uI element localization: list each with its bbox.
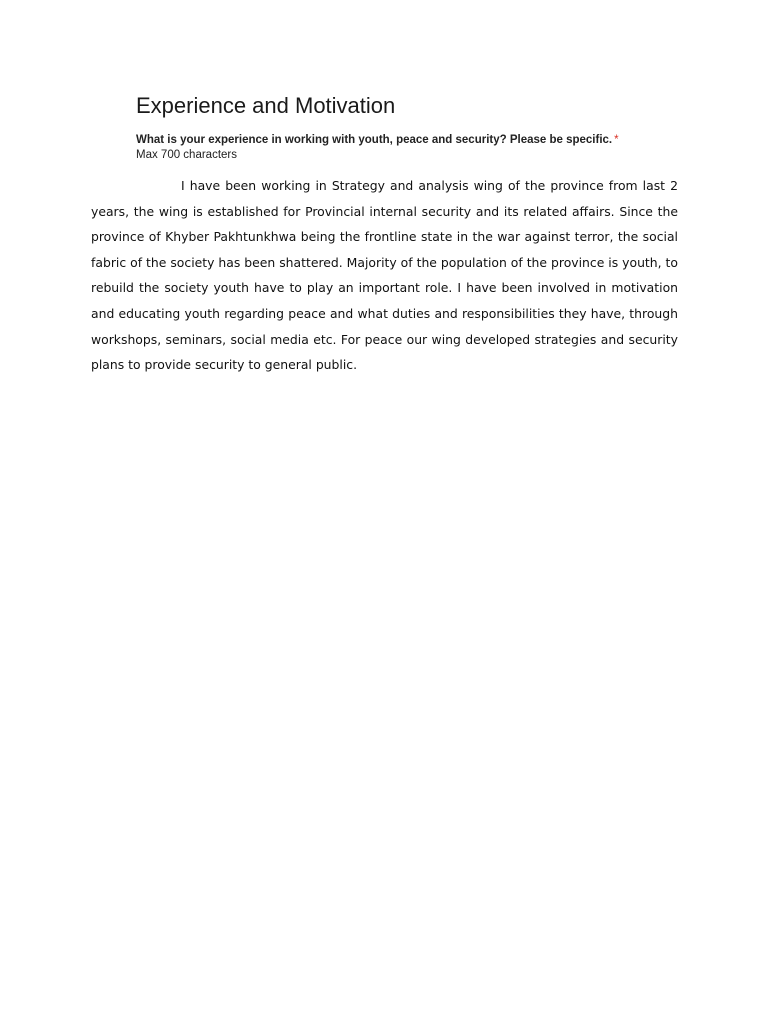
required-mark: * (614, 134, 619, 146)
character-limit-hint: Max 700 characters (136, 149, 237, 161)
answer-text: I have been working in Strategy and analysis wing of the province from last 2 years, the wing is established for Provincial internal security and its related affairs. Since the province of Khyber Pakhtunkhwa being the frontline state in the war against terror, the social fabric of the society has been shattered. Majority of the population of the province is youth, to rebuild the society youth have to play an important role. I have been involved in motivation and educating youth regarding peace and what duties and responsibilities they have, through workshops, seminars, social media etc. For peace our wing developed strategies and security plans to provide security to general public. (91, 178, 678, 373)
section-title: Experience and Motivation (136, 93, 396, 118)
question-text: What is your experience in working with youth, peace and security? Please be specific. (136, 134, 613, 146)
question-label (136, 133, 619, 147)
